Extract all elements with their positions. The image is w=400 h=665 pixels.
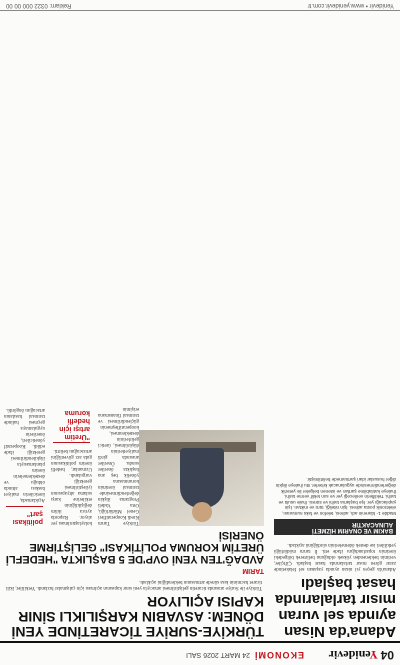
left-column	[270, 3, 400, 639]
logo-text: enidevir	[328, 648, 371, 662]
footer-right: Reklam: 0322 000 00 00	[6, 2, 72, 8]
footer-left: Yenidevir • www.yenidevir.com.tr	[307, 2, 394, 8]
article-photo	[139, 430, 264, 526]
top-article-body: Türkiye ile Suriye arasında ticaretin geliştirilmesi amacıyla yeni sınır kapısının açılması için çalışmalar hızlandı. Yetkililer, ikili ticaret hacminin kısa sürede artmasının beklendiğini açıkladı.	[6, 579, 262, 590]
notice-body: Madde 1- İdarenin adı, adresi, telefon ve faks numarası, elektronik posta adresi. İşin niteliği, türü ve miktarı. İşin yapılacağı yer. İşe başlama tarihi ve süresi. İhale usulü ve tarihi. Tekliflerin verileceği yer ve son teklif verme tarihi. İhaleye katılabilme şartları ve istenen belgeler ile yeterlik değerlendirmesinde uygulanacak kriterler. Bu ihaleye ilişkin diğer hususlar idari şartnamede belirtilmiştir.	[275, 477, 396, 516]
main-article-columns	[4, 405, 139, 525]
masthead	[0, 641, 400, 665]
lead-headline: Adana'da Nisan ayında sel vuran mısır tarlalarında hasat başladı	[275, 575, 396, 640]
section-label: EKONOMİ	[253, 650, 304, 660]
notice-title: BAKIM VE ONARIM HİZMETİ ALINACAKTIR	[274, 519, 396, 535]
issue-date: 24 MART 2026 SALI	[186, 651, 250, 658]
photo-person-head	[192, 502, 212, 522]
closing-article-body: Açıklamada, üreticilerin maliyet baskısı altında olduğu ve desteklemelerin üretim planlamasıyla ilişkilendirilmesi gerektiği ifade edildi. Kooperatif yöneticileri, önerilerin uygulamaya geçmesi halinde tarımsal hasılanın artacağını öngördü.	[4, 407, 45, 502]
page-footer	[0, 0, 400, 11]
pull-quote: "Üretim artışı için hedefli koruma politikası şart"	[6, 405, 90, 525]
logo-mark: Y	[370, 648, 378, 662]
lead-article-body: Adana'da geçen yıl nisan ayında yaşanan sel felaketinde zarar gören mısır tarlalarında hasat başladı. Çiftçiler, verimin beklenenden yüksek olduğunu belirterek bölgedeki üretimin toparlandığını ifade etti. İl tarım müdürlüğü yetkilileri ise destek ödemelerinin sürdüğünü açıkladı.	[274, 542, 396, 571]
page-number: 04	[380, 648, 394, 662]
main-article-body: Türkiye Tarım Kredi Kooperatifleri Genel Müdürlüğü, Orta Vadeli Programa ilişkin değerlendirmesinde tarımsal üretimin korunmasına yönelik beş ana başlıkta öneriler sundu. Öneriler arasında girdi maliyetlerinin düşürülmesi, üretici gelirlerinin desteklenmesi, kooperatifleşmenin güçlendirilmesi ve tarımsal finansmana erişimin kolaylaştırılması yer alıyor. Raporda ayrıca iklim değişikliğinin etkilerine karşı sulama altyapısının iyileştirilmesi gerektiği vurgulandı. Uzmanlar, hedefli üretim politikasının gıda arz güvenliğini artıracağını belirtti.	[51, 406, 139, 525]
top-headline: TÜRKİYE-SURİYE TİCARETİNDE YENİ DÖNEM: ASVABIN KARŞILIKLI SİNIR KAPISI AÇILIYOR	[11, 594, 264, 640]
right-area	[2, 3, 266, 639]
photo-person-body	[180, 448, 224, 508]
newspaper-logo	[329, 647, 378, 662]
main-headline: AVDAĞ'TEN YENİ OVP'DE 5 BAŞLIKTA "HEDEFLİ ÜRETİM KORUMA POLİTİKASI" GELİŞTİRME ÖNERİSİ	[5, 529, 264, 565]
section-kicker: TARIM	[242, 567, 264, 574]
